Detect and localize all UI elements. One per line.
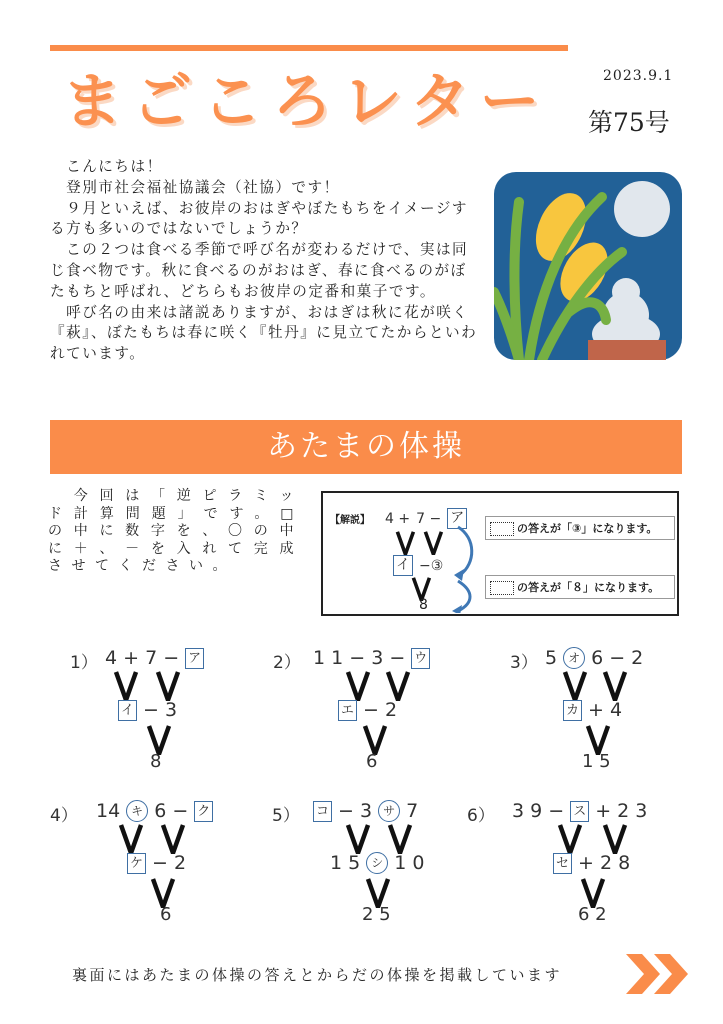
puzzle-label: 5） (272, 806, 300, 826)
puzzle-number: − 3 (338, 800, 373, 822)
puzzle-number: 7 − (416, 510, 442, 527)
note-text: の答えが「③」になります。 (517, 522, 658, 535)
answer-box: エ (338, 700, 357, 721)
puzzle-row (512, 800, 653, 822)
moon-viewing-illustration (494, 172, 682, 360)
puzzle-number: 4 + (385, 510, 411, 527)
pyramid-v-mark (345, 824, 371, 854)
answer-box: ク (194, 801, 213, 822)
pyramid-v-mark (118, 824, 144, 854)
answer-box: ケ (127, 853, 146, 874)
explanation-tag: 【解説】 (330, 515, 370, 526)
puzzle-answer: 2 5 (362, 904, 391, 925)
puzzle-label: 6） (467, 806, 495, 826)
puzzle-row (563, 699, 628, 721)
explanation-note-2 (485, 575, 675, 599)
pyramid-v-mark (602, 824, 628, 854)
puzzle-answer: 1 5 (582, 751, 611, 772)
answer-box: カ (563, 700, 582, 721)
puzzle-number: + 2 8 (578, 852, 631, 874)
puzzle-label: 1） (70, 653, 98, 673)
puzzle-number: + 2 3 (595, 800, 648, 822)
intro-paragraph: この２つは食べる季節で呼び名が変わるだけで、実は同じ食べ物です。秋に食べるのがおはぎ、春に食べるのがぼたもちと呼ばれ、どちらもお彼岸の定番和菓子です。 (50, 241, 469, 300)
puzzle-number: − 2 (152, 852, 187, 874)
dango-stand (588, 340, 666, 360)
pyramid-v-mark (387, 824, 413, 854)
intro-paragraph: 登別市社会福祉協議会（社協）です！ (50, 178, 340, 196)
puzzle-row (118, 699, 183, 721)
puzzle-row (553, 852, 636, 874)
operator-circle: シ (366, 852, 388, 874)
puzzle-number: 1 0 (394, 852, 425, 874)
pyramid-v-mark (602, 671, 628, 701)
puzzle-label: 2） (273, 653, 301, 673)
pyramid-v-mark (160, 824, 186, 854)
explanation-box (321, 491, 679, 616)
intro-paragraph: ９月といえば、お彼岸のおはぎやぼたもちをイメージする方も多いのではないでしょうか？ (50, 199, 469, 238)
puzzle-number: 6 − 2 (591, 647, 644, 669)
dotted-box-icon (490, 581, 514, 595)
pyramid-v-mark (557, 824, 583, 854)
puzzle-number: 7 (406, 800, 419, 822)
pyramid-v-mark (113, 671, 139, 701)
puzzle-label: 3） (510, 653, 538, 673)
puzzle-number: + 4 (588, 699, 623, 721)
issue-number: 第75号 (588, 108, 670, 137)
puzzle-row (545, 647, 649, 669)
puzzle-number: 1 5 (330, 852, 361, 874)
intro-paragraph: 呼び名の由来は諸説ありますが、おはぎは秋に花が咲く『萩』、ぼたもちは春に咲く『牡丹』に見立てたからといわれています。 (50, 303, 478, 363)
puzzle-row (330, 852, 430, 874)
intro-paragraph: こんにちは！ (50, 158, 163, 175)
puzzle-row (313, 800, 424, 822)
operator-circle: キ (126, 800, 148, 822)
puzzle-answer: 6 (366, 751, 378, 772)
pyramid-v-mark (385, 671, 411, 701)
answer-box: ア (185, 648, 204, 669)
explanation-note-1 (485, 516, 675, 540)
operator-circle: サ (378, 800, 400, 822)
puzzle-answer: 6 2 (578, 904, 607, 925)
pyramid-v-mark (423, 531, 444, 555)
answer-box: ア (447, 508, 467, 529)
explanation-arrows (448, 523, 478, 613)
answer-box: ス (570, 801, 589, 822)
puzzle-row (338, 699, 403, 721)
pyramid-v-mark (345, 671, 371, 701)
newsletter-title: まごころレター (62, 67, 550, 137)
answer-box: ウ (411, 648, 430, 669)
puzzle-number: 14 (96, 800, 121, 822)
section-banner: あたまの体操 (50, 420, 682, 474)
puzzle-row (96, 800, 219, 822)
top-accent-bar (50, 45, 568, 51)
puzzle-number: −③ (419, 557, 444, 574)
intro-text (50, 157, 482, 365)
puzzle-label: 4） (50, 806, 78, 826)
dotted-box-icon (490, 522, 514, 536)
answer-box: コ (313, 801, 332, 822)
puzzle-number: 5 (545, 647, 558, 669)
operator-circle: オ (563, 647, 585, 669)
answer-box: イ (393, 555, 413, 576)
puzzle-answer: 8 (150, 751, 162, 772)
answer-box: イ (118, 700, 137, 721)
puzzle-instructions: 今回は「逆ピラミッド計算問題」です。□の中に数字を、〇の中に＋、－を入れて完成させてください。 (48, 488, 303, 574)
puzzle-number: 1 1 − 3 − (313, 647, 406, 669)
puzzle-number: 6 − (154, 800, 189, 822)
note-text: の答えが「８」になります。 (517, 581, 660, 594)
explanation-answer: 8 (419, 597, 428, 613)
puzzle-row (105, 647, 210, 669)
footer-note: 裏面にはあたまの体操の答えとからだの体操を掲載しています (72, 966, 563, 984)
answer-box: セ (553, 853, 572, 874)
pyramid-v-mark (395, 531, 416, 555)
pyramid-v-mark (155, 671, 181, 701)
puzzle-number: − 3 (143, 699, 178, 721)
puzzle-number: 4 + 7 − (105, 647, 180, 669)
puzzle-answer: 6 (160, 904, 172, 925)
pyramid-v-mark (562, 671, 588, 701)
puzzle-number: − 2 (363, 699, 398, 721)
next-page-chevrons-icon (626, 952, 692, 996)
puzzle-row (393, 555, 449, 576)
puzzle-number: 3 9 − (512, 800, 565, 822)
issue-date: 2023.9.1 (603, 68, 674, 84)
puzzle-row (127, 852, 192, 874)
puzzle-row (313, 647, 436, 669)
